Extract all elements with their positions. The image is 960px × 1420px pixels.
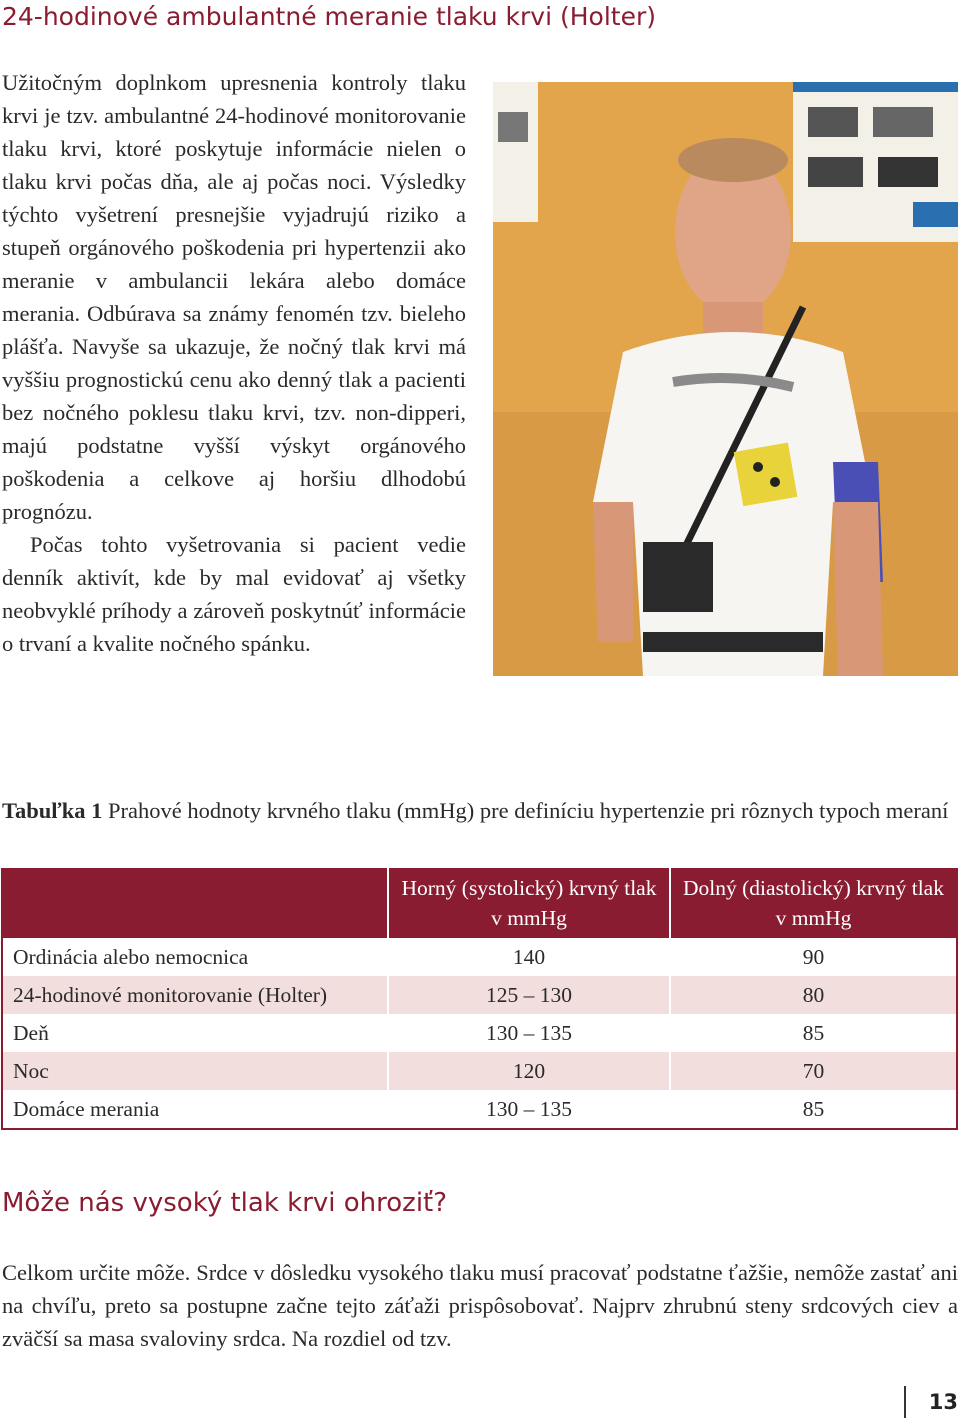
row-label: Deň [2,1014,388,1052]
table-row [2,1052,957,1090]
row-systolic: 120 [388,1052,670,1090]
table-caption-text: Prahové hodnoty krvného tlaku (mmHg) pre definíciu hypertenzie pri rôznych typoch meraní [102,798,949,823]
table-row [2,1014,957,1052]
row-systolic: 130 – 135 [388,1014,670,1052]
table-row [2,976,957,1014]
blood-pressure-table [1,868,958,1130]
row-systolic: 125 – 130 [388,976,670,1014]
header-empty [2,868,388,938]
intro-column [2,66,466,660]
patient-photo [493,82,958,676]
row-diastolic: 90 [802,944,825,969]
row-diastolic: 80 [670,976,957,1014]
table-caption [2,794,958,827]
row-label: Ordinácia alebo nemocnica [2,938,388,976]
row-systolic: 140 [388,938,670,976]
patient-illustration [493,82,958,676]
section-heading: 24-hodinové ambulantné meranie tlaku krvi (Holter) [2,2,656,31]
table-caption-label: Tabuľka 1 [2,798,103,823]
table-header-row [2,868,957,938]
row-label: Noc [2,1052,388,1090]
page-number-divider [904,1386,906,1418]
header-systolic: Horný (systolický) krvný tlak v mmHg [388,868,670,938]
row-diastolic: 70 [670,1052,957,1090]
page-number: 13 [928,1390,958,1414]
intro-paragraph: Užitočným doplnkom upresnenia kontroly tlaku krvi je tzv. ambulantné 24-hodinové monitorovanie tlaku krvi, ktoré poskytuje informácie nielen o tlaku krvi počas dňa, ale aj počas noci. Výsledky týchto vyšetrení presnejšie vyjadrujú riziko a stupeň orgánového poškodenia pri hypertenzii ako meranie v ambulancii lekára alebo domáce merania. Odbúrava sa známy fenomén tzv. bieleho plášťa. Navyše sa ukazuje, že nočný tlak krvi má vyššiu prognostickú cenu ako denný tlak a pacienti bez nočného poklesu tlaku krvi, tzv. non-dipperi, majú podstatne vyšší výskyt orgánového poškodenia a celkove aj horšiu dlhodobú prognózu. [2,70,466,524]
row-label: 24-hodinové monitorovanie (Holter) [2,976,388,1014]
diary-paragraph: Počas tohto vyšetrovania si pacient vedie denník aktivít, kde by mal evidovať aj všetky neobvyklé príhody a zároveň poskytnúť informácie o trvaní a kvalite nočného spánku. [2,532,466,656]
header-diastolic: Dolný (diastolický) krvný tlak v mmHg [670,868,957,938]
table-row [2,938,957,976]
table-row [2,1090,957,1129]
row-diastolic: 85 [802,1020,825,1045]
row-systolic: 130 – 135 [388,1090,670,1129]
body-text [2,1256,958,1355]
body-paragraph: Celkom určite môže. Srdce v dôsledku vysokého tlaku musí pracovať podstatne ťažšie, nemôže zastať ani na chvíľu, preto sa postupne začne tejto záťaži prispôsobovať. Najprv zhrubnú steny srdcových ciev a zväčší sa masa svaloviny srdca. Na rozdiel od tzv. [2,1260,958,1351]
subsection-heading: Môže nás vysoký tlak krvi ohroziť? [2,1188,448,1218]
row-label: Domáce merania [2,1090,388,1129]
row-diastolic: 85 [670,1090,957,1129]
